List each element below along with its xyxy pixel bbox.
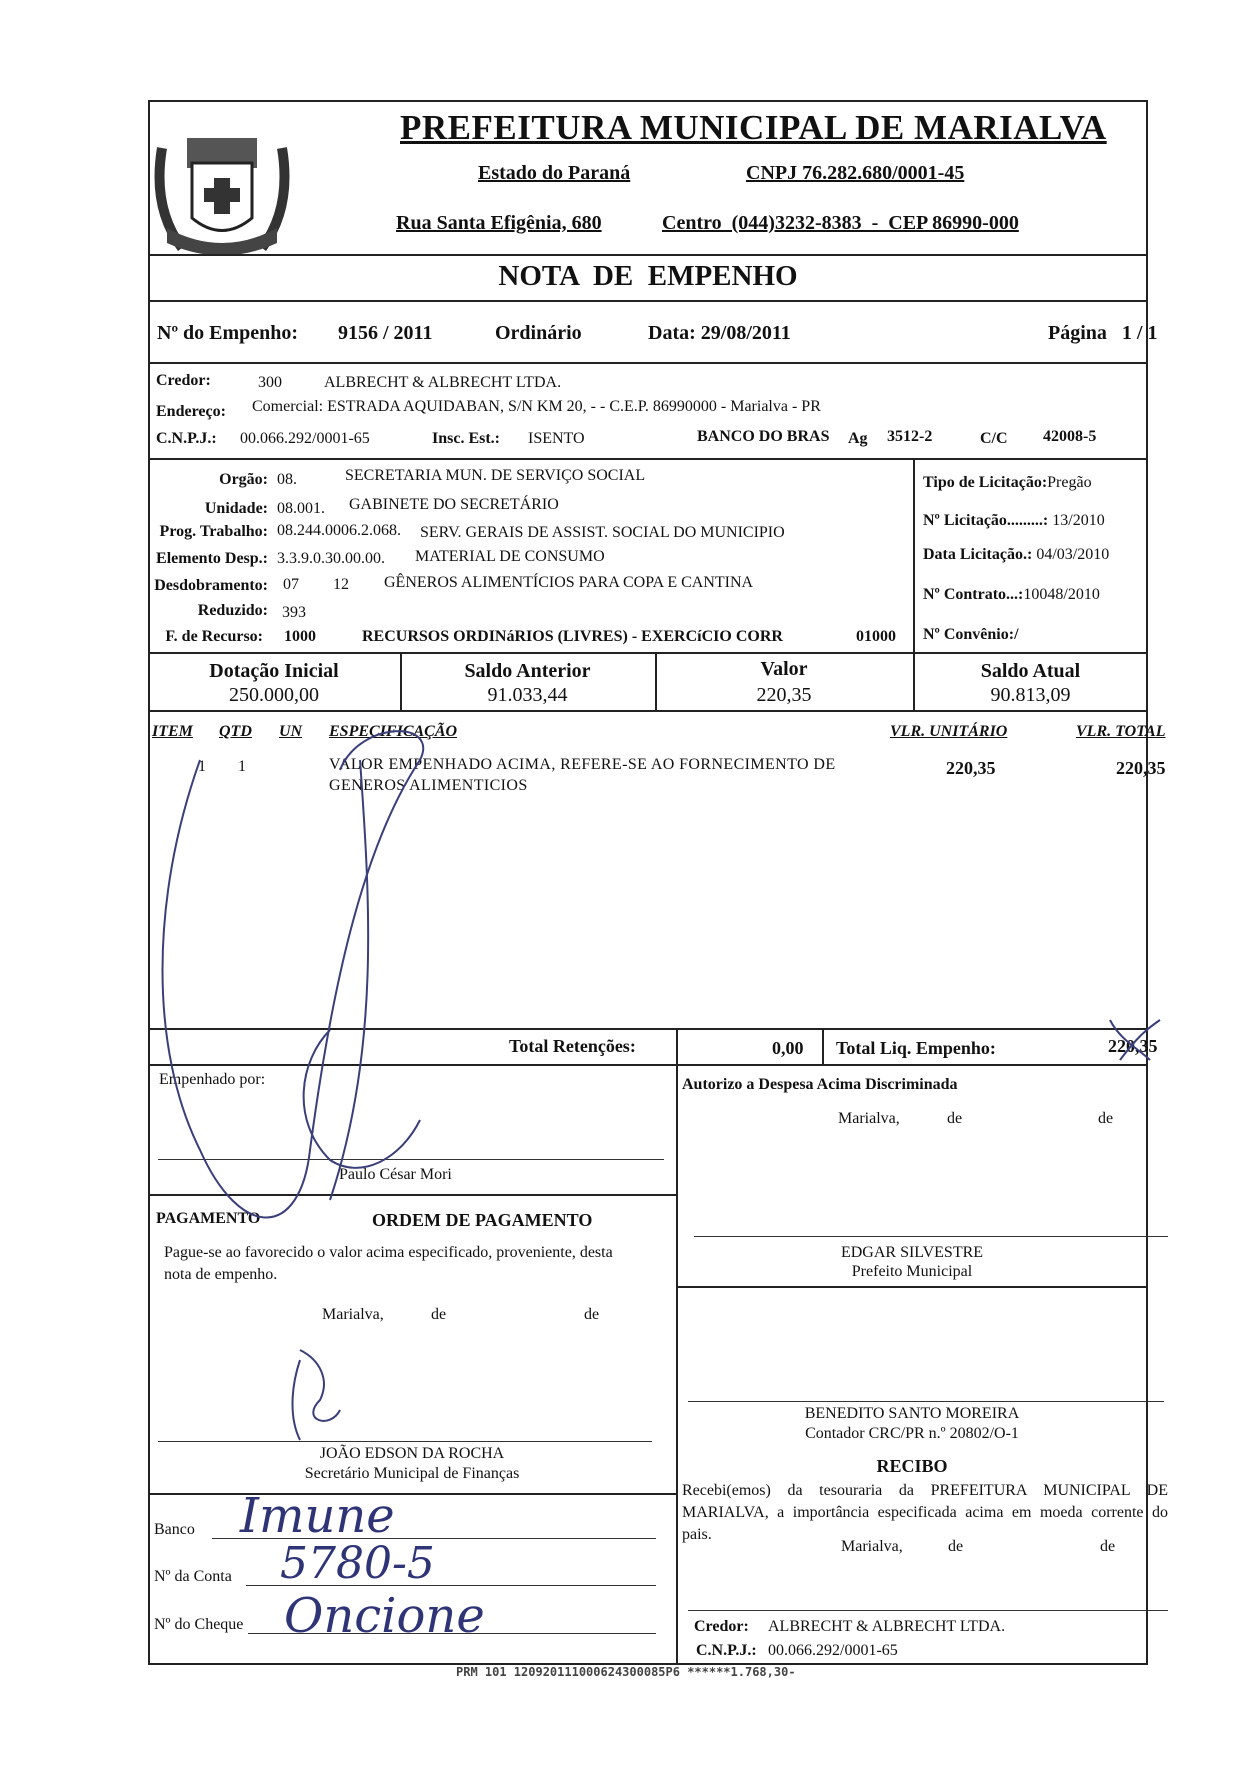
valor-value: 220,35 — [756, 684, 812, 706]
item-total-value: 220,35 — [1116, 758, 1166, 778]
divider — [676, 1028, 678, 1064]
col-un: UN — [279, 723, 303, 740]
prog-name: SERV. GERAIS DE ASSIST. SOCIAL DO MUNICIPIO — [420, 524, 785, 541]
convenio: Nº Convênio:/ — [923, 626, 1019, 643]
prog-code: 08.244.0006.2.068. — [277, 522, 401, 539]
secretario-name: JOÃO EDSON DA ROCHA — [319, 1445, 505, 1462]
divider — [822, 1028, 824, 1064]
contract-number: 10048/2010 — [1023, 586, 1100, 603]
state-name: Estado do Paraná — [478, 162, 631, 184]
licitacao-type: Pregão — [1047, 474, 1092, 491]
city-contact: Centro (044)3232-8383 - CEP 86990-000 — [662, 212, 1019, 234]
ordem-pagamento-title: ORDEM DE PAGAMENTO — [372, 1210, 593, 1230]
unidade-name: GABINETE DO SECRETÁRIO — [349, 496, 559, 513]
contract-label: Nº Contrato...: — [923, 586, 1024, 603]
divider — [148, 1028, 1148, 1030]
elem-label: Elemento Desp.: — [156, 550, 268, 567]
autorizo-city: Marialva, — [838, 1110, 900, 1127]
licitacao-type-label-text: Tipo de Licitação: — [923, 474, 1048, 491]
dotacao-label: Dotação Inicial — [209, 660, 339, 682]
insc-value: ISENTO — [528, 430, 585, 447]
desd-code-a: 07 — [283, 576, 299, 593]
ordem-de-1: de — [431, 1306, 447, 1323]
unidade-label: Unidade: — [204, 500, 268, 517]
prefeito-role: Prefeito Municipal — [851, 1263, 973, 1280]
col-spec: ESPECIFICAÇÃO — [329, 723, 458, 740]
item-spec-line1: VALOR EMPENHADO ACIMA, REFERE-SE AO FORNECIMENTO DE — [329, 756, 836, 773]
saldo-anterior-label: Saldo Anterior — [464, 660, 591, 682]
page-number: Página 1 / 1 — [1048, 322, 1158, 344]
liquido-label: Total Liq. Empenho: — [836, 1038, 996, 1058]
elem-code: 3.3.9.0.30.00.00. — [277, 550, 385, 567]
ordem-de-2: de — [584, 1306, 600, 1323]
signature-line — [688, 1610, 1168, 1611]
banco-label: Banco — [154, 1521, 195, 1538]
recibo-cnpj-label: C.N.P.J.: — [696, 1642, 757, 1659]
licitacao-type-label — [923, 474, 1092, 492]
divider — [676, 1286, 1148, 1288]
prefeito-name: EDGAR SILVESTRE — [840, 1244, 984, 1261]
recibo-de-2: de — [1100, 1538, 1116, 1555]
pague-text-line1: Pague-se ao favorecido o valor acima especificado, proveniente, desta — [164, 1244, 613, 1261]
empenho-date: Data: 29/08/2011 — [648, 322, 791, 344]
coat-of-arms-logo — [152, 108, 292, 258]
saldo-atual-label: Saldo Atual — [980, 660, 1081, 682]
city-address: Rua Santa Efigênia, 680 — [396, 212, 602, 234]
recurso-label: F. de Recurso: — [165, 628, 263, 645]
page-title: PREFEITURA MUNICIPAL DE MARIALVA — [400, 108, 1107, 147]
valor-label: Valor — [760, 658, 808, 680]
empenho-type: Ordinário — [495, 322, 582, 344]
saldo-atual-value: 90.813,09 — [990, 684, 1071, 706]
recibo-de-1: de — [948, 1538, 964, 1555]
cnpj-label: C.N.P.J.: — [156, 430, 217, 447]
contador-name: BENEDITO SANTO MOREIRA — [804, 1405, 1020, 1422]
unidade-code: 08.001. — [277, 500, 325, 517]
desd-name: GÊNEROS ALIMENTÍCIOS PARA COPA E CANTINA — [384, 574, 754, 591]
col-unit-value: VLR. UNITÁRIO — [890, 723, 1008, 740]
city-cnpj: CNPJ 76.282.680/0001-45 — [746, 162, 965, 184]
retencoes-label: Total Retenções: — [509, 1036, 636, 1056]
ordem-city: Marialva, — [322, 1306, 384, 1323]
document-title: NOTA DE EMPENHO — [498, 260, 798, 292]
col-qtd: QTD — [219, 723, 252, 740]
col-item: ITEM — [152, 723, 193, 740]
item-qtd: 1 — [238, 758, 246, 775]
empenho-number: 9156 / 2011 — [338, 322, 433, 344]
desd-label: Desdobramento: — [154, 577, 268, 594]
desd-code-b: 12 — [333, 576, 349, 593]
divider — [148, 362, 1148, 364]
bank-name: BANCO DO BRAS — [697, 428, 830, 445]
recibo-text-line1: Recebi(emos) da tesouraria da PREFEITURA MUNICIPAL DE — [682, 1482, 1168, 1499]
divider — [148, 1194, 676, 1196]
saldo-anterior-value: 91.033,44 — [487, 684, 568, 706]
recibo-title: RECIBO — [876, 1456, 948, 1476]
credor-label: Credor: — [156, 372, 211, 389]
account-number: 42008-5 — [1043, 428, 1097, 445]
recibo-credor-label: Credor: — [694, 1618, 749, 1635]
handwritten-banco: Imune — [240, 1488, 395, 1544]
credor-name: ALBRECHT & ALBRECHT LTDA. — [324, 374, 562, 391]
licitacao-date: 04/03/2010 — [1036, 546, 1110, 563]
divider — [148, 254, 1148, 256]
liquido-value: 220,35 — [1108, 1036, 1158, 1056]
recibo-text-line3: pais. — [682, 1526, 712, 1543]
licitacao-date-row — [923, 546, 1109, 564]
agency-number: 3512-2 — [887, 428, 933, 445]
empenho-number-label: Nº do Empenho: — [157, 322, 299, 344]
divider — [148, 652, 1148, 654]
insc-label: Insc. Est.: — [432, 430, 501, 447]
agency-label: Ag — [848, 430, 868, 447]
recibo-cnpj: 00.066.292/0001-65 — [768, 1642, 898, 1659]
divider — [148, 458, 1148, 460]
address-label: Endereço: — [156, 403, 226, 420]
contract-row — [923, 586, 1100, 604]
signature-line — [688, 1401, 1164, 1402]
orgao-name: SECRETARIA MUN. DE SERVIÇO SOCIAL — [345, 467, 646, 484]
credor-address: Comercial: ESTRADA AQUIDABAN, S/N KM 20, - - C.E.P. 86990000 - Marialva - PR — [252, 398, 821, 415]
item-spec-line2: GENEROS ALIMENTICIOS — [329, 777, 528, 794]
retencoes-value: 0,00 — [772, 1038, 804, 1058]
autorizo-de-2: de — [1098, 1110, 1114, 1127]
empenhado-por-label: Empenhado por: — [159, 1071, 266, 1088]
licitacao-number-row — [923, 512, 1105, 530]
licitacao-date-label: Data Licitação.: — [923, 546, 1033, 563]
orgao-label: Orgão: — [219, 471, 268, 488]
licitacao-number-label: Nº Licitação.........: — [923, 512, 1049, 529]
prog-label: Prog. Trabalho: — [159, 523, 268, 540]
account-label: C/C — [980, 430, 1008, 447]
elem-name: MATERIAL DE CONSUMO — [415, 548, 605, 565]
barcode-line: PRM 101 120920111000624300085P6 ******1.768,30- — [456, 1665, 796, 1679]
recibo-city: Marialva, — [841, 1538, 903, 1555]
item-number: 1 — [198, 758, 206, 775]
divider — [148, 300, 1148, 302]
autorizo-de-1: de — [947, 1110, 963, 1127]
orgao-code: 08. — [277, 471, 297, 488]
recibo-credor-name: ALBRECHT & ALBRECHT LTDA. — [768, 1618, 1006, 1635]
signature-line — [158, 1441, 652, 1442]
empenhado-por-name: Paulo César Mori — [339, 1166, 452, 1183]
autorizo-label: Autorizo a Despesa Acima Discriminada — [682, 1076, 958, 1093]
divider — [148, 1493, 676, 1495]
divider — [676, 1064, 678, 1665]
credor-cnpj: 00.066.292/0001-65 — [240, 430, 370, 447]
contador-role: Contador CRC/PR n.º 20802/O-1 — [805, 1425, 1019, 1442]
handwritten-cheque: Oncione — [284, 1588, 485, 1644]
divider — [148, 710, 1148, 712]
conta-label: Nº da Conta — [154, 1568, 232, 1585]
licitacao-number: 13/2010 — [1052, 512, 1105, 529]
signature-line — [694, 1236, 1168, 1237]
recibo-text-line2: MARIALVA, a importância especificada acima em moeda corrente do — [682, 1504, 1168, 1521]
pagamento-label: PAGAMENTO — [156, 1210, 261, 1227]
col-total-value: VLR. TOTAL — [1076, 723, 1166, 740]
item-unit-value: 220,35 — [946, 758, 996, 778]
recurso-code-2: 01000 — [856, 628, 896, 645]
signature-line — [158, 1159, 664, 1160]
dotacao-value: 250.000,00 — [229, 684, 319, 706]
recurso-code: 1000 — [284, 628, 316, 645]
reduzido-label: Reduzido: — [197, 602, 268, 619]
pague-text-line2: nota de empenho. — [164, 1266, 278, 1283]
cheque-label: Nº do Cheque — [154, 1616, 244, 1633]
credor-code: 300 — [258, 374, 282, 391]
reduzido-value: 393 — [282, 604, 306, 621]
secretario-role: Secretário Municipal de Finanças — [304, 1465, 520, 1482]
divider — [913, 458, 915, 652]
divider — [148, 1064, 1148, 1066]
recurso-name: RECURSOS ORDINáRIOS (LIVRES) - EXERCíCIO CORR — [362, 628, 783, 645]
handwritten-conta: 5780-5 — [280, 1538, 435, 1589]
